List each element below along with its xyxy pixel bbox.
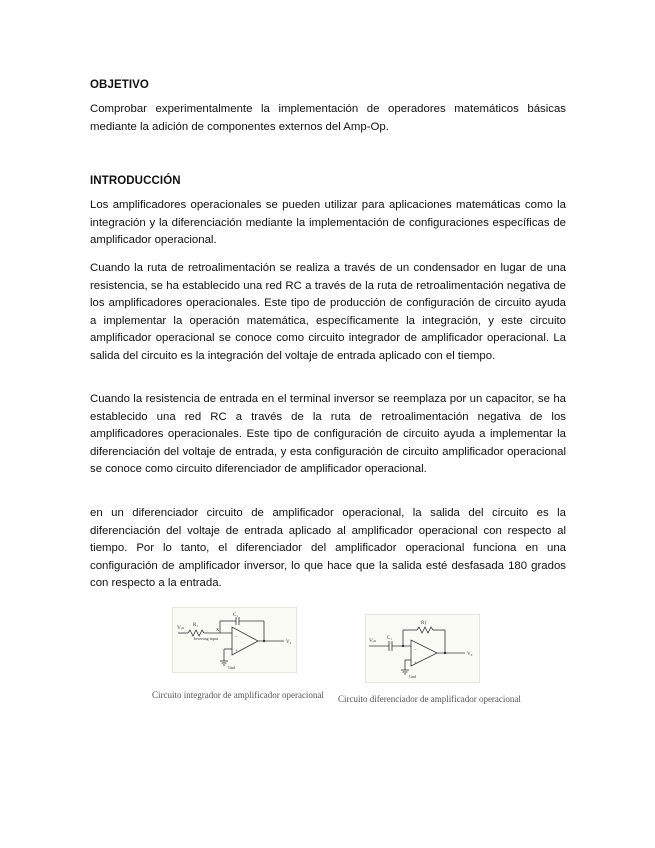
integrator-vout-label: V₀	[286, 640, 292, 645]
differentiator-circuit-figure	[365, 614, 480, 683]
differentiator-vin-label: Vᵢₙ	[369, 638, 377, 644]
intro-paragraph-1: Los amplificadores operacionales se pueden utilizar para aplicaciones matemáticas como la integración y la diferenciación mediante la implementación de configuraciones específicas de amplificador operacional.	[90, 199, 566, 247]
integrator-inverting-label: Inverting input	[194, 636, 218, 641]
objetivo-heading: OBJETIVO	[90, 79, 149, 91]
differentiator-circuit-diagram	[365, 614, 480, 683]
differentiator-minus-sign: −	[414, 648, 417, 653]
differentiator-plus-sign: +	[414, 661, 417, 666]
intro-paragraph-4: en un diferenciador circuito de amplificador operacional, la salida del circuito es la diferenciación del voltaje de entrada aplicado al amplificador operacional con respecto al tiempo. Por lo tanto, el diferenciador del amplificador operacional funciona en una configuración de amplificador inversor, lo que hace que la salida esté desfasada 180 grados con respecto a la entrada.	[90, 507, 566, 590]
differentiator-gnd-label: Gnd	[409, 674, 416, 679]
integrator-plus-sign: +	[235, 649, 238, 654]
integrator-caption: Circuito integrador de amplificador operacional	[152, 690, 324, 700]
integrator-x-label: X	[216, 627, 220, 632]
integrator-circuit-diagram	[172, 607, 297, 673]
differentiator-caption: Circuito diferenciador de amplificador operacional	[338, 694, 521, 704]
integrator-vin-label: Vᵢₙ	[177, 625, 185, 631]
integrator-minus-sign: −	[235, 635, 238, 640]
introduccion-heading: INTRODUCCIÓN	[90, 175, 181, 187]
differentiator-rf-label: Rƒ	[421, 621, 427, 626]
integrator-c1-label: C₁	[233, 613, 239, 618]
differentiator-vout-label: V₀	[467, 652, 473, 657]
integrator-circuit-figure	[172, 607, 297, 673]
differentiator-c1-label: C₁	[387, 636, 393, 641]
objetivo-text: Comprobar experimentalmente la implementación de operadores matemáticos básicas mediante la adición de componentes externos del Amp-Op.	[90, 103, 566, 133]
intro-paragraph-2: Cuando la ruta de retroalimentación se realiza a través de un condensador en lugar de una resistencia, se ha establecido una red RC a través de la ruta de retroalimentación negativa de los amplificadores operacionales. Este tipo de producción de configuración de circuito ayuda a implementar la operación matemática, específicamente la integración, y este circuito amplificador operacional se conoce como circuito integrador de amplificador operacional. La salida del circuito es la integración del voltaje de entrada aplicado con el tiempo.	[90, 262, 566, 362]
integrator-gnd-label: Gnd	[228, 665, 235, 670]
intro-paragraph-3: Cuando la resistencia de entrada en el terminal inversor se reemplaza por un capacitor, se ha establecido una red RC a través de la ruta de retroalimentación negativa de los amplificadores operacionales. Este tipo de configuración de circuito ayuda a implementar la diferenciación del voltaje de entrada, y esta configuración de circuito amplificador operacional se conoce como circuito diferenciador de amplificador operacional.	[90, 393, 566, 476]
integrator-r1-label: R₁	[193, 623, 199, 628]
